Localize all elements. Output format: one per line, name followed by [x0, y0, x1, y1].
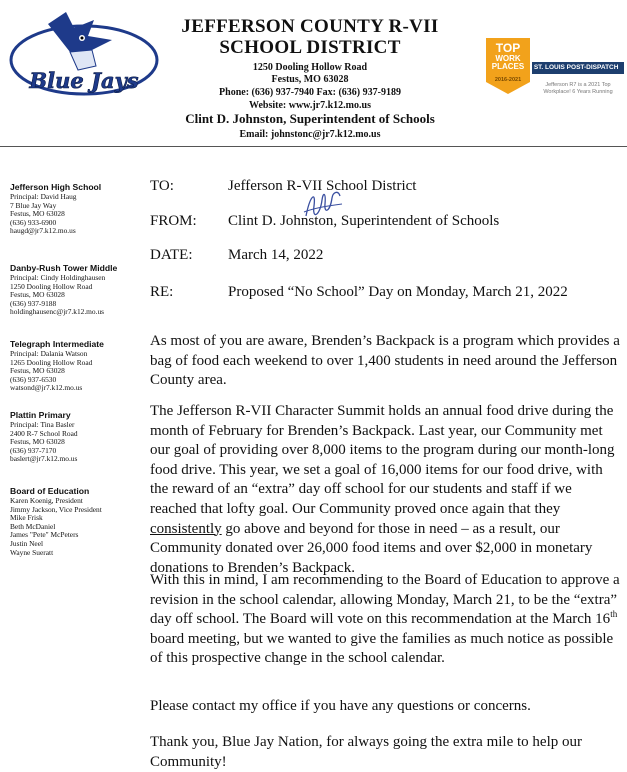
from-value: Clint D. Johnston, Superintendent of Schools [228, 213, 500, 229]
paragraph-1: As most of you are aware, Brenden’s Backpack is a program which provides a bag of food each weekend to over 1,400 students in need around the Jefferson County area. [150, 333, 620, 389]
sidebar-school-3: Telegraph Intermediate Principal: Dalania Watson 1265 Dooling Hollow Road Festus, MO 63028 (636) 937-6530 watsond@jr7.k12.mo.us [10, 339, 135, 393]
svg-text:PLACES: PLACES [491, 62, 525, 71]
school-name: Danby-Rush Tower Middle [10, 263, 118, 273]
sidebar-school-1: Jefferson High School Principal: David Haug 7 Blue Jay Way Festus, MO 63028 (636) 933-6900 haugd@jr7.k12.mo.us [10, 182, 135, 236]
address-line-1: 1250 Dooling Hollow Road [252, 62, 368, 73]
superintendent-name: Clint D. Johnston, Superintendent of Schools [185, 111, 435, 126]
award-note: Jefferson R7 is a 2021 Top Workplace! 6 Years Running [543, 82, 613, 95]
signature [300, 186, 344, 231]
blue-jays-logo [8, 10, 160, 102]
address-line-2: Festus, MO 63028 [271, 74, 349, 85]
from-label: FROM: [150, 213, 197, 229]
school-name: Plattin Primary [10, 410, 71, 420]
email: Email: johnstonc@jr7.k12.mo.us [239, 129, 381, 140]
re-label: RE: [150, 284, 174, 300]
school-name: Telegraph Intermediate [10, 339, 104, 349]
district-name: JEFFERSON COUNTY R-VII SCHOOL DISTRICT [181, 16, 439, 58]
svg-text:Blue Jays: Blue Jays [29, 68, 139, 93]
phone-fax: Phone: (636) 937-7940 Fax: (636) 937-9189 [219, 87, 401, 98]
sidebar-school-4: Plattin Primary Principal: Tina Basler 2400 R-7 School Road Festus, MO 63028 (636) 937-7170 baslert@jr7.k12.mo.us [10, 410, 135, 464]
paragraph-2: The Jefferson R-VII Character Summit holds an annual food drive during the month of February for Brenden’s Backpack. Last year, our Community met our goal of providing over 8,000 items to the program during our month-long food drive. This year, we set a goal of 16,000 items for our food drive, with the reward of an “extra” day off school for our students and staff if we reached that lofty goal. Our Community proved once again that they consistently go above and beyond for those in need – as a result, our Community donated over 26,000 food items and over $2,000 in monetary donations to Brenden’s Backpack. [150, 403, 615, 576]
post-dispatch-banner: ST. LOUIS POST-DISPATCH [532, 62, 624, 74]
date-value: March 14, 2022 [228, 247, 324, 263]
to-label: TO: [150, 178, 174, 194]
paragraph-3: With this in mind, I am recommending to the Board of Education to approve a revision in the school calendar, allowing Monday, March 21, to be the “extra” day off school. The Board will vote on this recommendation at the March 16th board meeting, but we wanted to give the families as much notice as possible of this prospective change in the school calendar. [150, 572, 620, 667]
svg-text:WORK: WORK [495, 54, 521, 63]
sidebar-school-2: Danby-Rush Tower Middle Principal: Cindy Holdinghausen 1250 Dooling Hollow Road Festus, MO 63028 (636) 937-9188 holdinghausenc@jr7.k12.mo.us [10, 263, 135, 317]
paragraph-5: Thank you, Blue Jay Nation, for always going the extra mile to help our Community! [150, 734, 582, 770]
sidebar-board: Board of Education Karen Koenig, President Jimmy Jackson, Vice President Mike Frisk Beth McDaniel James "Pete" McPeters Justin Neel Wayne Sueratt [10, 486, 135, 557]
header-divider [0, 146, 627, 147]
website: Website: www.jr7.k12.mo.us [249, 100, 371, 111]
top-workplaces-badge [486, 38, 530, 94]
re-value: Proposed “No School” Day on Monday, March 21, 2022 [228, 284, 568, 300]
board-heading: Board of Education [10, 486, 90, 496]
school-name: Jefferson High School [10, 182, 102, 192]
to-value: Jefferson R-VII School District [228, 178, 417, 194]
paragraph-4: Please contact my office if you have any questions or concerns. [150, 698, 531, 714]
svg-text:TOP: TOP [495, 41, 521, 55]
date-label: DATE: [150, 247, 193, 263]
svg-text:2016-2021: 2016-2021 [494, 77, 522, 83]
